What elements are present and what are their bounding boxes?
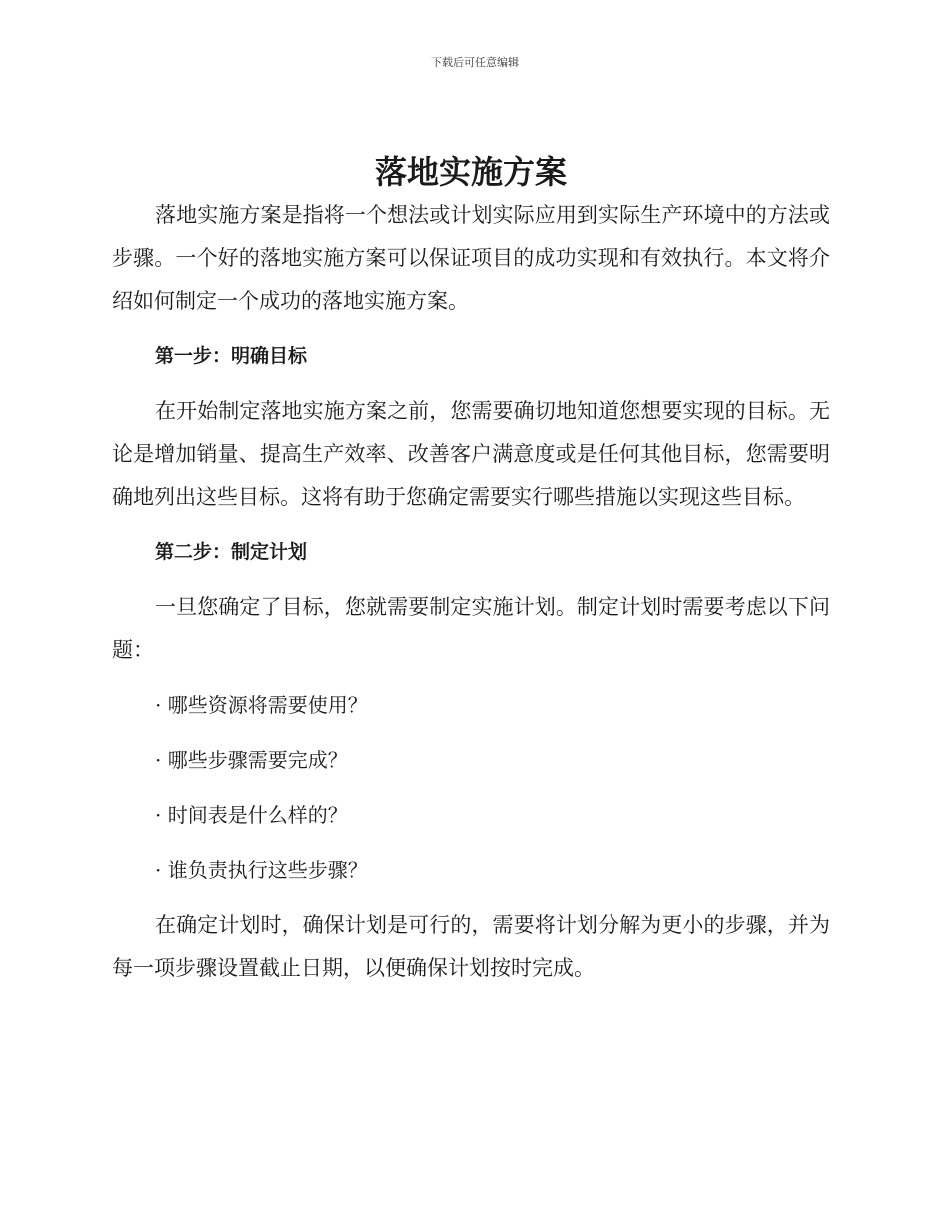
intro-paragraph: 落地实施方案是指将一个想法或计划实际应用到实际生产环境中的方法或步骤。一个好的落地实施方案可以保证项目的成功实现和有效执行。本文将介绍如何制定一个成功的落地实施方案。 [112,203,830,313]
step2-closing-paragraph: 在确定计划时，确保计划是可行的，需要将计划分解为更小的步骤，并为每一项步骤设置截止日期，以便确保计划按时完成。 [112,913,830,980]
step2-heading: 第二步：制定计划 [155,541,308,563]
list-item: · 时间表是什么样的？ [155,803,348,827]
step2-paragraph: 一旦您确定了目标，您就需要制定实施计划。制定计划时需要考虑以下问题： [112,595,830,662]
step1-heading: 第一步：明确目标 [155,345,308,367]
step1-paragraph: 在开始制定落地实施方案之前，您需要确切地知道您想要实现的目标。无论是增加销量、提高生产效率、改善客户满意度或是任何其他目标，您需要明确地列出这些目标。这将有助于您确定需要实行哪些措施以实现这些目标。 [112,399,830,509]
list-item: · 哪些资源将需要使用？ [155,693,368,717]
document-body [112,150,830,990]
header-note: 下载后可任意编辑 [431,56,519,69]
question-list [112,684,830,892]
document-title: 落地实施方案 [374,153,567,191]
list-item: · 谁负责执行这些步骤？ [155,858,368,882]
list-item: · 哪些步骤需要完成？ [155,748,348,772]
